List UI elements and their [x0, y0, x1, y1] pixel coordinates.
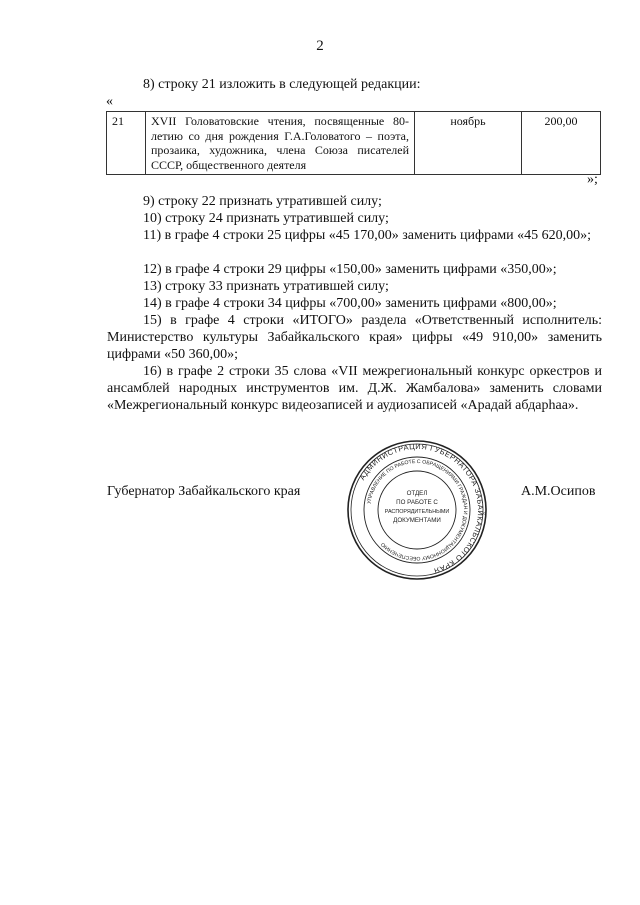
stamp-center-line: РАСПОРЯДИТЕЛЬНЫМИ	[384, 509, 450, 515]
row-number-cell: 21	[107, 112, 146, 175]
item-8: 8) строку 21 изложить в следующей редакции:	[143, 77, 421, 92]
event-description-cell: XVII Головатовские чтения, посвященные 80-летию со дня рождения Г.А.Головатого – поэта, прозаика, художника, члена Союза писателей СССР, общественного деятеля	[146, 112, 415, 175]
table-row	[107, 112, 601, 175]
item-13: 13) строку 33 признать утратившей силу;	[143, 279, 389, 294]
item-9: 9) строку 22 признать утратившей силу;	[143, 194, 382, 209]
item-15: 15) в графе 4 строки «ИТОГО» раздела «Ответственный исполнитель: Министерство культуры Забайкальского края» цифры «49 910,00» заменить цифрами «50 360,00»;	[107, 313, 602, 362]
stamp-center-line: ДОКУМЕНТАМИ	[393, 517, 441, 524]
page-number: 2	[316, 38, 324, 54]
stamp-outer-text: АДМИНИСТРАЦИЯ ГУБЕРНАТОРА ЗАБАЙКАЛЬСКОГО КРАЯ	[357, 441, 486, 576]
quote-close: »;	[587, 172, 598, 187]
official-stamp	[346, 439, 488, 581]
item-14: 14) в графе 4 строки 34 цифры «700,00» заменить цифрами «800,00»;	[143, 296, 557, 311]
event-date-cell: ноябрь	[415, 112, 522, 175]
program-table	[106, 111, 601, 175]
stamp-center-line: ОТДЕЛ	[406, 490, 428, 497]
quote-open: «	[106, 94, 113, 109]
signatory-name: А.М.Осипов	[521, 484, 596, 499]
item-11: 11) в графе 4 строки 25 цифры «45 170,00» заменить цифрами «45 620,00»;	[143, 228, 592, 243]
signatory-position: Губернатор Забайкальского края	[107, 484, 301, 499]
stamp-inner-text: УПРАВЛЕНИЕ ПО РАБОТЕ С ОБРАЩЕНИЯМИ ГРАЖДАН И ДОКУМЕНТАЦИОННОМУ ОБЕСПЕЧЕНИЮ	[366, 458, 469, 562]
item-16: 16) в графе 2 строки 35 слова «VII межрегиональный конкурс оркестров и ансамблей народных инструментов им. Д.Ж. Жамбалова» заменить словами «Межрегиональный конкурс видеозаписей и аудиозаписей «Арадай абдарһаа».	[107, 364, 602, 413]
stamp-center-line: ПО РАБОТЕ С	[396, 499, 438, 506]
item-10: 10) строку 24 признать утратившей силу;	[143, 211, 389, 226]
item-12: 12) в графе 4 строки 29 цифры «150,00» заменить цифрами «350,00»;	[143, 262, 557, 277]
amount-cell: 200,00	[522, 112, 601, 175]
